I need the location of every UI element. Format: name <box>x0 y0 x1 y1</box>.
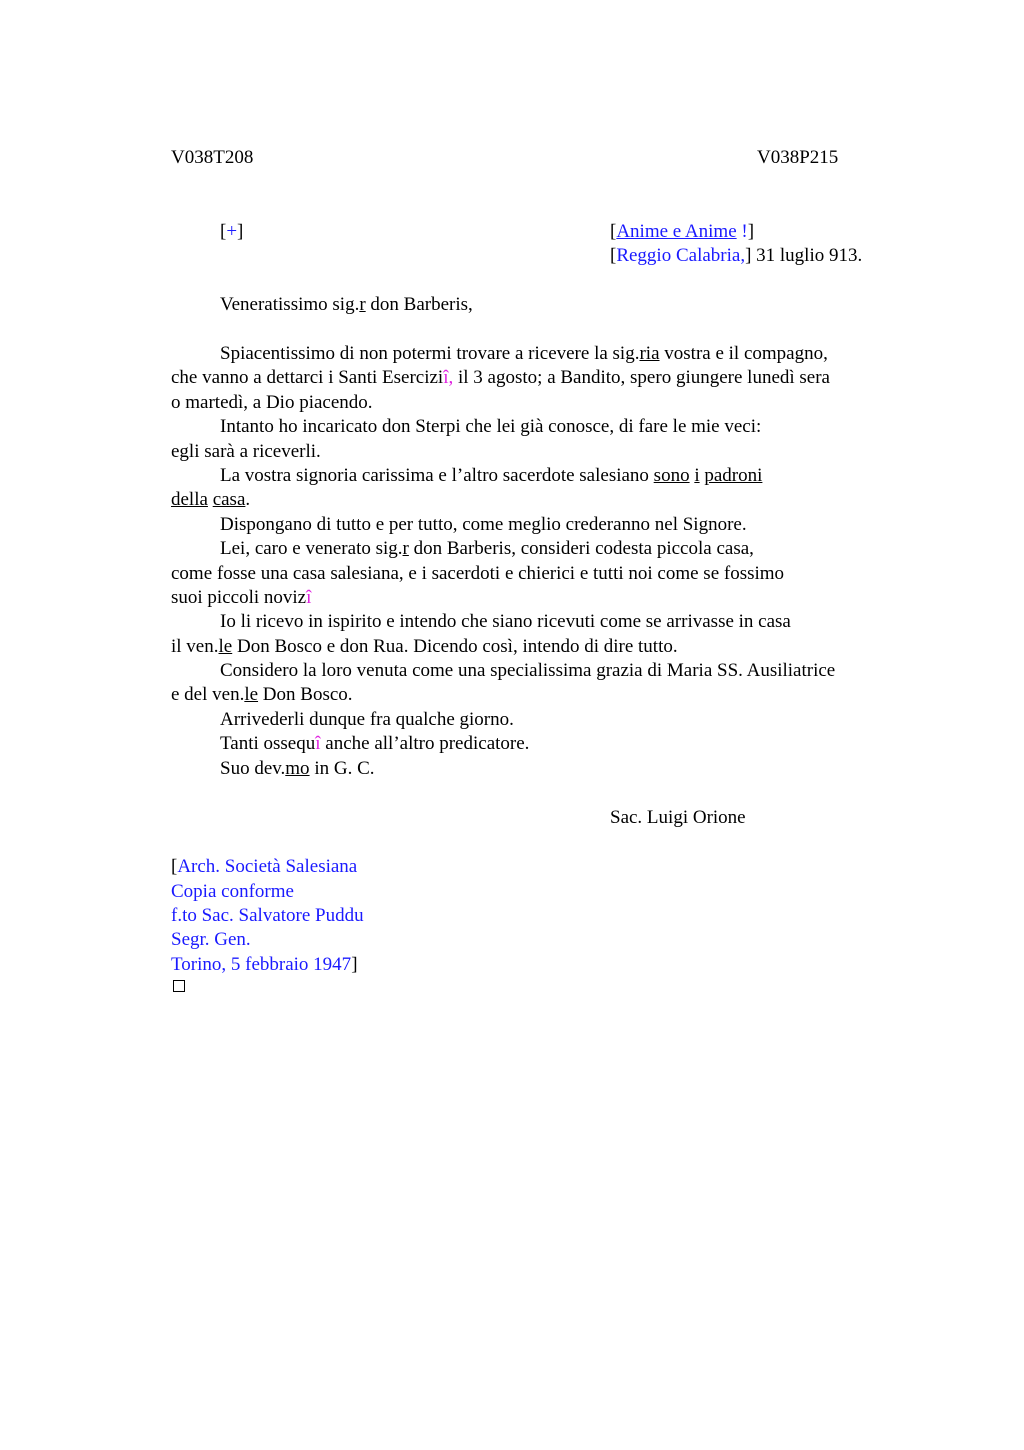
underlined-word: sono <box>653 464 690 486</box>
body-line: come fosse una casa salesiana, e i sacerdoti e chierici e tutti noi come se fossimo <box>171 562 785 584</box>
body-line: Dispongano di tutto e per tutto, come meglio crederanno nel Signore. <box>220 513 747 535</box>
text: il 3 agosto; a Bandito, spero giungere lunedì sera <box>453 367 830 389</box>
body-line: Io li ricevo in ispirito e intendo che siano ricevuti come se arrivasse in casa <box>220 611 791 633</box>
bracket-close: ] <box>351 954 358 975</box>
body-line <box>171 683 911 707</box>
abbreviation: r <box>359 294 366 315</box>
bracket-open: [ <box>610 245 617 266</box>
archive-note-line <box>171 855 357 879</box>
underlined-word: casa <box>212 489 246 511</box>
bracket-close: ] <box>747 221 755 242</box>
document-code-left: V038T208 <box>171 147 254 168</box>
salutation <box>220 293 473 317</box>
cross-marker <box>220 220 243 244</box>
body-line <box>171 366 911 390</box>
abbreviation: le <box>218 635 233 657</box>
body-line <box>171 732 911 756</box>
body-line: Arrivederli dunque fra qualche giorno. <box>220 708 514 730</box>
text: vostra e il compagno, <box>659 343 828 364</box>
archive-note-line: f.to Sac. Salvatore Puddu <box>171 905 364 926</box>
place-name: Reggio Calabria, <box>616 245 746 266</box>
body-line: egli sarà a riceverli. <box>171 440 321 462</box>
text: il ven. <box>171 635 219 657</box>
bracket-open: [ <box>610 221 617 242</box>
title-link[interactable]: Anime e Anime <box>616 221 737 242</box>
body-line: Intanto ho incaricato don Sterpi che lei già conosce, di fare le mie veci: <box>220 416 762 438</box>
text: Lei, caro e venerato sig. <box>220 538 403 560</box>
text: che vanno a dettarci i Santi Esercizi <box>171 367 444 389</box>
body-line <box>171 635 911 659</box>
checkbox-icon <box>173 980 185 992</box>
text: suoi piccoli noviz <box>171 586 307 608</box>
bracket-open: [ <box>220 221 227 242</box>
editorial-mark: î <box>315 733 321 755</box>
letter-title <box>610 220 754 244</box>
underlined-word: padroni <box>704 464 763 486</box>
text: don Barberis, consideri codesta piccola casa, <box>408 538 754 560</box>
cross-icon: + <box>226 221 238 242</box>
letter-body <box>171 342 911 781</box>
page-code-right: V038P215 <box>757 147 839 168</box>
body-line: Considero la loro venuta come una specialissima grazia di Maria SS. Ausiliatrice <box>220 660 836 682</box>
editorial-mark: î, <box>443 367 454 389</box>
abbreviation: r <box>402 538 409 560</box>
body-line <box>171 488 911 512</box>
title-exclamation: ! <box>736 221 748 242</box>
place-date <box>610 244 862 268</box>
body-line <box>171 586 911 610</box>
body-line <box>171 757 911 781</box>
body-line <box>171 342 911 366</box>
archive-date: Torino, 5 febbraio 1947 <box>171 954 352 975</box>
underlined-word: i <box>694 464 700 486</box>
letter-date: 31 luglio 913. <box>751 245 863 266</box>
bracket-close: ] <box>237 221 244 242</box>
text: Don Bosco e don Rua. Dicendo così, intendo di dire tutto. <box>232 635 678 657</box>
bracket-open: [ <box>171 856 178 877</box>
underlined-word: della <box>171 489 208 511</box>
abbreviation: mo <box>285 757 310 779</box>
abbreviation: ria <box>639 343 660 364</box>
text: Tanti ossequ <box>220 733 316 755</box>
body-line: o martedì, a Dio piacendo. <box>171 391 373 413</box>
archive-note-line <box>171 953 358 977</box>
signature: Sac. Luigi Orione <box>610 807 746 828</box>
text: . <box>245 489 251 511</box>
text: anche all’altro predicatore. <box>320 733 530 755</box>
abbreviation: le <box>244 684 259 706</box>
text: Suo dev. <box>220 757 286 779</box>
body-line <box>171 537 911 561</box>
salutation-text: Veneratissimo sig. <box>220 294 360 315</box>
text: Spiacentissimo di non potermi trovare a ricevere la sig. <box>220 343 640 364</box>
text: La vostra signoria carissima e l’altro sacerdote salesiano <box>220 464 654 486</box>
editorial-mark: î <box>306 586 312 608</box>
archive-note-line: Segr. Gen. <box>171 929 251 950</box>
text: in G. C. <box>309 757 375 779</box>
text: e del ven. <box>171 684 245 706</box>
salutation-text-end: don Barberis, <box>365 294 473 315</box>
text: Don Bosco. <box>258 684 353 706</box>
archive-note-line: Copia conforme <box>171 881 294 902</box>
bracket-close: ] <box>745 245 752 266</box>
body-line <box>171 464 911 488</box>
archive-name: Arch. Società Salesiana <box>177 856 358 877</box>
